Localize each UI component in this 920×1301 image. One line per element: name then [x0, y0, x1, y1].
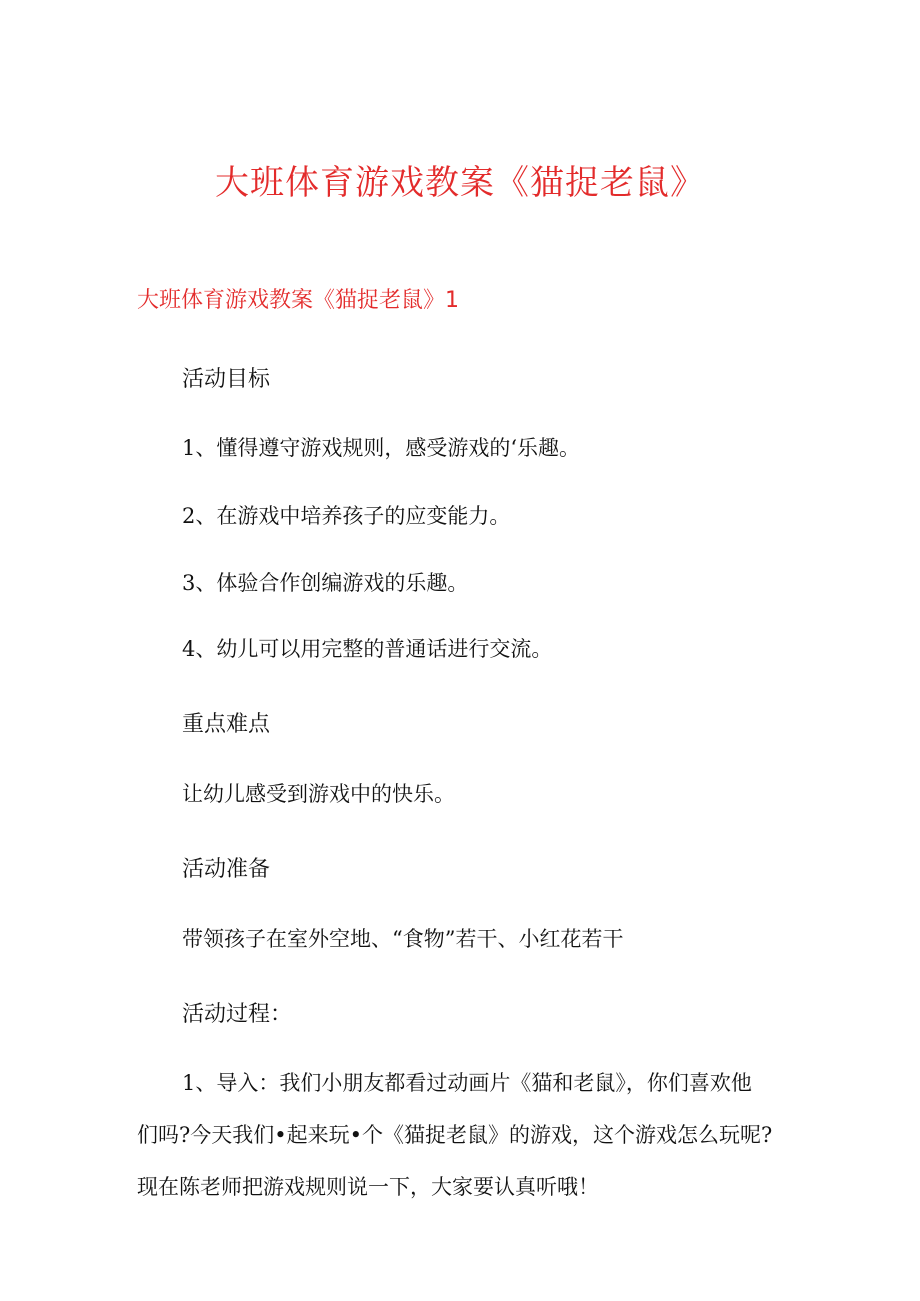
document-title: 大班体育游戏教案《猫捉老鼠》: [215, 163, 705, 203]
process-heading: 活动过程：: [182, 1002, 293, 1027]
goals-heading: 活动目标: [182, 367, 271, 392]
goal-item-2: 2、在游戏中培养孩子的应变能力。: [182, 504, 511, 528]
process-paragraph: [137, 1057, 797, 1213]
goal-item-4: 4、幼儿可以用完整的普通话进行交流。: [182, 637, 553, 661]
process-line-3: 现在陈老师把游戏规则说一下，大家要认真听哦！: [137, 1175, 599, 1199]
process-line-1: 1、导入：我们小朋友都看过动画片《猫和老鼠》，你们喜欢他: [182, 1071, 752, 1095]
preparation-text: 带领孩子在室外空地、“食物”若干、小红花若干: [182, 927, 624, 951]
preparation-heading: 活动准备: [182, 857, 271, 882]
key-points-text: 让幼儿感受到游戏中的快乐。: [182, 782, 455, 806]
goal-item-3: 3、体验合作创编游戏的乐趣。: [182, 571, 469, 595]
document-subtitle: 大班体育游戏教案《猫捉老鼠》1: [137, 288, 459, 313]
goal-item-1: 1、懂得遵守游戏规则，感受游戏的‘乐趣。: [182, 436, 581, 460]
process-line-2: 们吗?今天我们•起来玩•个《猫捉老鼠》的游戏，这个游戏怎么玩呢?: [137, 1123, 773, 1147]
key-points-heading: 重点难点: [182, 712, 271, 737]
